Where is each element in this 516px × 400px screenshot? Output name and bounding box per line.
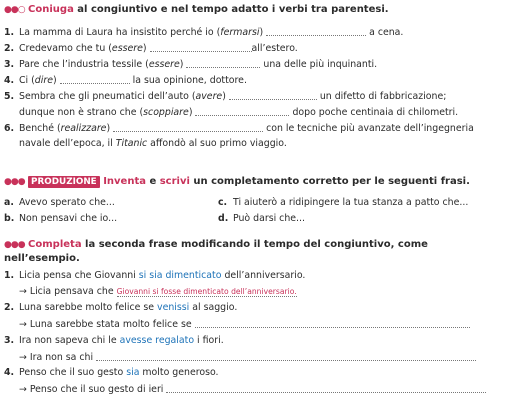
rewrite-item-4: 4. Penso che il suo gesto sia molto generoso. (4, 367, 219, 378)
difficulty-dots: ●●○ (4, 5, 25, 15)
answer-blank[interactable] (229, 91, 317, 100)
answer-blank[interactable] (113, 123, 263, 132)
rewrite-item-2-answer: → Luna sarebbe stata molto felice se (19, 319, 470, 329)
highlighted-verb: sia (126, 367, 140, 378)
exercise-item-5-cont: dunque non è strano che (scoppiare) dopo poche centinaia di chilometri. (19, 107, 459, 118)
arrow-icon: → (19, 384, 27, 395)
highlighted-verb: si sia dimenticato (138, 270, 222, 281)
instruction-verb: Coniuga (28, 4, 74, 15)
answer-blank[interactable] (195, 107, 289, 116)
exercise-item-1: 1. La mamma di Laura ha insistito perché io (fermarsi) a cena. (4, 27, 404, 38)
instruction-verb: Completa (28, 239, 82, 250)
instruction-text: al congiuntivo e nel tempo adatto i verbi tra parentesi. (73, 4, 389, 15)
rewrite-item-2: 2. Luna sarebbe molto felice se venissi al saggio. (4, 302, 238, 313)
section3-heading: ●●● Completa la seconda frase modificando il tempo del congiuntivo, come (4, 239, 428, 250)
exercise-item-2: 2. Credevamo che tu (essere) all’estero. (4, 43, 298, 54)
section1-heading (4, 5, 389, 15)
answer-blank[interactable] (186, 59, 260, 68)
example-answer: Giovanni si fosse dimenticato dell’anniversario. (116, 287, 297, 296)
highlighted-verb: venissi (157, 302, 190, 313)
exercise-item-6: 6. Benché (realizzare) con le tecniche più avanzate dell’ingegneria (4, 123, 474, 134)
rewrite-item-1: 1. Licia pensa che Giovanni si sia dimenticato dell’anniversario. (4, 270, 306, 281)
arrow-icon: → (19, 352, 27, 363)
prompt-item-b: b. Non pensavi che io... (4, 213, 118, 224)
difficulty-dots: ●●● (4, 177, 25, 187)
arrow-icon: → (19, 319, 27, 330)
rewrite-item-4-answer: → Penso che il suo gesto di ieri (19, 384, 486, 394)
section3-heading-line2: nell’esempio. (4, 253, 80, 264)
prompt-item-a: a. Avevo sperato che... (4, 197, 115, 208)
exercise-item-5: 5. Sembra che gli pneumatici dell’auto (avere) un difetto di fabbricazione; (4, 91, 447, 102)
answer-blank[interactable] (60, 75, 130, 84)
answer-blank[interactable] (150, 43, 252, 52)
ship-name: Titanic (115, 138, 148, 149)
arrow-icon: → (19, 286, 27, 297)
rewrite-item-1-answer: → Licia pensava che Giovanni si fosse dimenticato dell’anniversario. (19, 286, 297, 297)
prompt-item-c: c. Ti aiuterò a ridipingere la tua stanza a patto che... (218, 197, 469, 208)
prompt-item-d: d. Può darsi che... (218, 213, 305, 224)
section2-heading: ●●● PRODUZIONE Inventa e scrivi un completamento corretto per le seguenti frasi. (4, 176, 470, 187)
answer-blank[interactable] (195, 319, 470, 328)
answer-blank[interactable] (266, 27, 366, 36)
instruction-verb: Inventa (103, 176, 146, 187)
answer-blank[interactable] (166, 384, 486, 393)
exercise-item-3: 3. Pare che l’industria tessile (essere) una delle più inquinanti. (4, 59, 378, 70)
production-badge: PRODUZIONE (28, 176, 100, 188)
exercise-item-4: 4. Ci (dire) la sua opinione, dottore. (4, 75, 247, 86)
difficulty-dots: ●●● (4, 240, 25, 250)
rewrite-item-3: 3. Ira non sapeva chi le avesse regalato i fiori. (4, 335, 224, 346)
answer-blank[interactable] (96, 352, 476, 361)
instruction-verb: scrivi (159, 176, 190, 187)
highlighted-verb: avesse regalato (119, 335, 195, 346)
rewrite-item-3-answer: → Ira non sa chi (19, 352, 476, 362)
exercise-item-6-cont: navale dell’epoca, il Titanic affondò al suo primo viaggio. (19, 138, 287, 149)
